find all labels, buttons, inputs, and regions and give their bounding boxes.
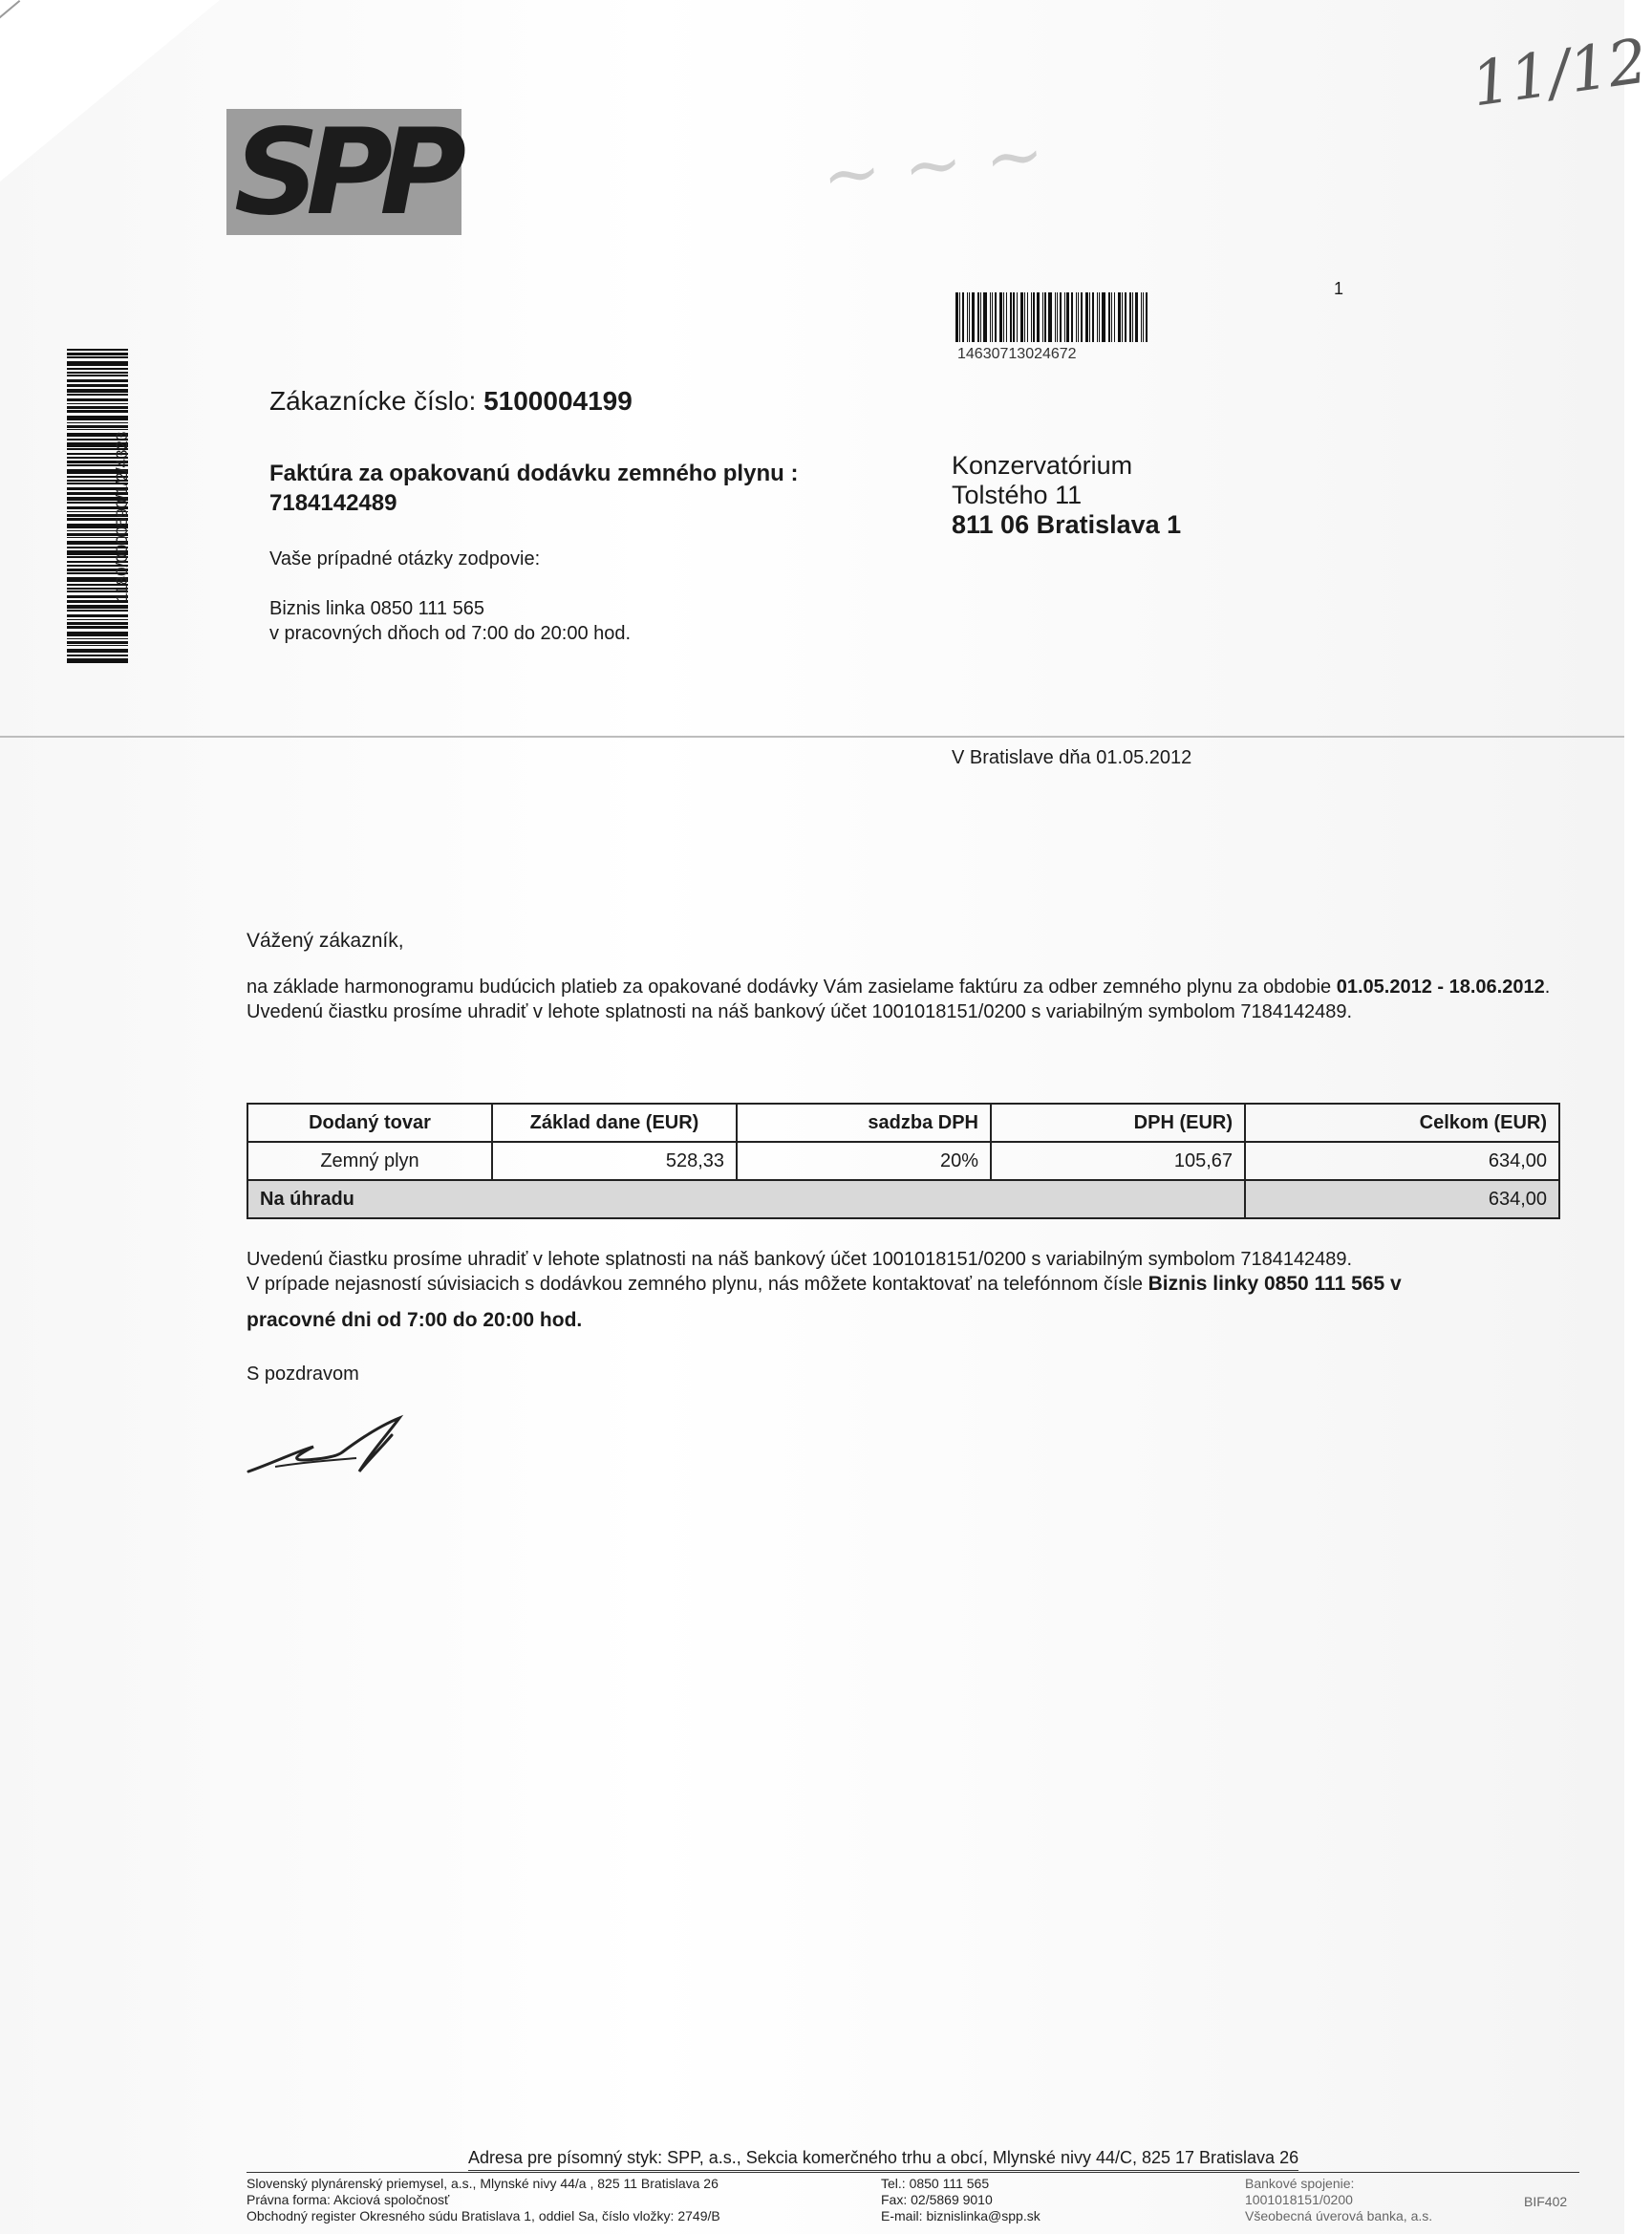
column-header: sadzba DPH <box>737 1104 991 1142</box>
barcode-bar <box>977 292 979 342</box>
barcode-bar <box>995 292 997 342</box>
side-barcode-bar <box>67 425 128 427</box>
barcode-bar <box>1003 292 1004 342</box>
invoice-table <box>247 1103 1560 1219</box>
questions-note: Vaše prípadné otázky zodpovie: <box>269 548 541 569</box>
side-barcode-bar <box>67 641 128 643</box>
barcode-bar <box>1125 292 1126 342</box>
barcode-bar <box>1031 292 1032 342</box>
side-barcode-bar <box>67 658 128 663</box>
barcode-bar <box>955 292 958 342</box>
barcode-bar <box>980 292 981 342</box>
footer-bank <box>1245 2176 1432 2224</box>
side-barcode-bar <box>67 619 128 621</box>
side-barcode-bar <box>67 626 128 628</box>
column-header: Dodaný tovar <box>247 1104 492 1142</box>
side-barcode-bar <box>67 622 128 625</box>
barcode-bar <box>1141 292 1142 342</box>
side-barcode-bar <box>67 649 128 652</box>
total-value: 634,00 <box>1245 1180 1559 1218</box>
side-barcode-bar <box>67 384 128 386</box>
footer-divider <box>247 2172 1579 2173</box>
barcode-bar <box>1099 292 1100 342</box>
side-barcode-bar <box>67 422 128 424</box>
barcode-bar <box>1044 292 1046 342</box>
barcode-bar <box>1143 292 1144 342</box>
side-barcode-bar <box>67 353 128 355</box>
barcode-bar <box>1017 292 1018 342</box>
barcode-bar <box>962 292 964 342</box>
signature <box>247 1414 409 1481</box>
footer-company-info <box>247 2176 720 2224</box>
recipient-address <box>952 451 1181 540</box>
side-barcode-bar <box>67 614 128 616</box>
handwritten-page-mark: 11/12 <box>1467 26 1652 121</box>
page-number: 1 <box>1334 279 1344 298</box>
company-name: Slovenský plynárenský priemysel, a.s., Mlynské nivy 44/a , 825 11 Bratislava 26 <box>247 2176 719 2191</box>
barcode-bar <box>1146 292 1148 342</box>
barcode-bar <box>1055 292 1056 342</box>
barcode-bar <box>1129 292 1131 342</box>
barcode-bar <box>1071 292 1073 342</box>
column-header: DPH (EUR) <box>991 1104 1245 1142</box>
barcode-bar <box>1108 292 1110 342</box>
form-code: BIF402 <box>1524 2194 1568 2209</box>
contact-text: V prípade nejasností súvisiacich s dodávkou zemného plynu, nás môžete kontaktovať na telefónnom čísle <box>247 1274 1148 1295</box>
side-barcode-bar <box>67 410 128 412</box>
barcode-bar <box>1027 292 1028 342</box>
hotline-hours: v pracovných dňoch od 7:00 do 20:00 hod. <box>269 623 632 644</box>
letter-body-intro <box>247 975 1565 1024</box>
side-barcode-text: 1180/0000590/1/2/4323 <box>113 431 131 602</box>
payment-instruction: Uvedenú čiastku prosíme uhradiť v lehote splatnosti na náš bankový účet 1001018151/0200 s variabilným symbolom 7184142489. <box>247 1001 1353 1022</box>
barcode-bar <box>1102 292 1105 342</box>
billing-period: 01.05.2012 - 18.06.2012 <box>1336 977 1545 998</box>
barcode-bar <box>1048 292 1052 342</box>
barcode-bar <box>1118 292 1121 342</box>
barcode-bar <box>992 292 993 342</box>
barcode-bar <box>1037 292 1040 342</box>
customer-number: 5100004199 <box>483 386 633 416</box>
bank-account: 1001018151/0200 <box>1245 2192 1353 2207</box>
barcode-bar <box>1092 292 1094 342</box>
greeting: Vážený zákazník, <box>247 930 404 952</box>
barcode-bar <box>1135 292 1138 342</box>
contact-hotline: Biznis linky 0850 111 565 v <box>1148 1273 1402 1295</box>
barcode-bar <box>1078 292 1079 342</box>
spp-logo <box>226 104 461 242</box>
footer-mailing-address: Adresa pre písomný styk: SPP, a.s., Sekcia komerčného trhu a obcí, Mlynské nivy 44/C, 825 17 Bratislava 26 <box>468 2148 1298 2171</box>
barcode-bar <box>1024 292 1025 342</box>
barcode-bar <box>959 292 960 342</box>
vat-amount-cell: 105,67 <box>991 1142 1245 1180</box>
side-barcode-bar <box>67 361 128 366</box>
side-barcode-bar <box>67 638 128 640</box>
side-barcode-bar <box>67 394 128 396</box>
barcode-bar <box>1010 292 1012 342</box>
footer-tel: Tel.: 0850 111 565 <box>881 2176 990 2191</box>
customer-number-label: Zákaznícke číslo: <box>269 386 477 416</box>
total-cell: 634,00 <box>1245 1142 1559 1180</box>
barcode-bar <box>1042 292 1043 342</box>
barcode-bar <box>1085 292 1088 342</box>
folded-corner <box>0 0 220 182</box>
barcode-bar <box>999 292 1002 342</box>
barcode-bar <box>1114 292 1115 342</box>
side-barcode-bar <box>67 356 128 358</box>
footer-email: E-mail: biznislinka@spp.sk <box>881 2208 1041 2223</box>
business-register: Obchodný register Okresného súdu Bratislava 1, oddiel Sa, číslo vložky: 2749/B <box>247 2208 720 2223</box>
barcode-bar <box>1066 292 1069 342</box>
barcode-bar <box>1122 292 1123 342</box>
footer-fax: Fax: 02/5869 9010 <box>881 2192 993 2207</box>
side-barcode-bar <box>67 379 128 382</box>
barcode-bar <box>1132 292 1133 342</box>
side-barcode-bar <box>67 655 128 656</box>
barcode-bar <box>1097 292 1098 342</box>
side-barcode-bar <box>67 372 128 374</box>
invoice-title-line1: Faktúra za opakovanú dodávku zemného plynu : <box>269 461 799 486</box>
side-barcode-bar <box>67 416 128 420</box>
footer-contacts <box>881 2176 1041 2224</box>
barcode-bar <box>969 292 970 342</box>
barcode-bar <box>967 292 968 342</box>
contact-hours: pracovné dni od 7:00 do 20:00 hod. <box>247 1309 583 1331</box>
logo-text: SPP <box>234 104 454 242</box>
side-barcode-bar <box>67 610 128 612</box>
recipient-city: 811 06 Bratislava 1 <box>952 510 1182 539</box>
hotline-info <box>269 596 631 646</box>
barcode <box>955 292 1228 342</box>
barcode-number: 14630713024672 <box>957 346 1077 362</box>
column-header: Základ dane (EUR) <box>492 1104 737 1142</box>
letter-body-payment <box>247 1247 1565 1297</box>
barcode-bar <box>983 292 987 342</box>
side-barcode-bar <box>67 429 128 431</box>
barcode-bar <box>1111 292 1112 342</box>
goods-cell: Zemný plyn <box>247 1142 492 1180</box>
payment-instruction-repeat: Uvedenú čiastku prosíme uhradiť v lehote splatnosti na náš bankový účet 1001018151/0200 s variabilným symbolom 7184142489. <box>247 1249 1353 1270</box>
column-header: Celkom (EUR) <box>1245 1104 1559 1142</box>
side-barcode-bar <box>67 645 128 647</box>
side-barcode-bar <box>67 389 128 394</box>
vat-rate-cell: 20% <box>737 1142 991 1180</box>
customer-number-line <box>269 386 633 417</box>
side-barcode-bar <box>67 349 128 351</box>
side-barcode-bar <box>67 368 128 370</box>
legal-form: Právna forma: Akciová spoločnosť <box>247 2192 450 2207</box>
recipient-street: Tolstého 11 <box>952 481 1083 509</box>
barcode-bar <box>1064 292 1065 342</box>
total-label: Na úhradu <box>247 1180 1245 1218</box>
barcode-bar <box>1060 292 1062 342</box>
paper-fold-line <box>0 736 1624 738</box>
intro-text: na základe harmonogramu budúcich platieb za opakované dodávky Vám zasielame faktúru za odber zemného plynu za obdobie <box>247 977 1337 998</box>
side-barcode-bar <box>67 632 128 636</box>
invoice-title <box>269 459 798 518</box>
bank-label: Bankové spojenie: <box>1245 2176 1355 2191</box>
side-barcode-bar <box>67 398 128 400</box>
tax-base-cell: 528,33 <box>492 1142 737 1180</box>
recipient-name: Konzervatórium <box>952 451 1133 480</box>
barcode-bar <box>1089 292 1090 342</box>
side-barcode-bar <box>67 605 128 610</box>
hotline-number: Biznis linka 0850 111 565 <box>269 598 484 619</box>
side-barcode-bar <box>67 375 128 376</box>
bank-name: Všeobecná úverová banka, a.s. <box>1245 2208 1433 2223</box>
barcode-bar <box>990 292 991 342</box>
table-header-row <box>247 1104 1559 1142</box>
table-row <box>247 1142 1559 1180</box>
barcode-bar <box>1033 292 1035 342</box>
total-row <box>247 1180 1559 1218</box>
intro-end: . <box>1544 977 1551 998</box>
barcode-bar <box>1081 292 1083 342</box>
side-barcode-bar <box>67 403 128 405</box>
barcode-bar <box>1076 292 1077 342</box>
closing: S pozdravom <box>247 1364 359 1385</box>
barcode-bar <box>1057 292 1058 342</box>
barcode-bar <box>1013 292 1015 342</box>
letter-date: V Bratislave dňa 01.05.2012 <box>952 747 1192 768</box>
invoice-number: 7184142489 <box>269 490 397 516</box>
barcode-bar <box>972 292 975 342</box>
show-through-handwriting: ~ ~ ~ <box>818 113 1048 218</box>
barcode-bar <box>1006 292 1007 342</box>
side-barcode-bar <box>67 406 128 409</box>
barcode-bar <box>1020 292 1023 342</box>
